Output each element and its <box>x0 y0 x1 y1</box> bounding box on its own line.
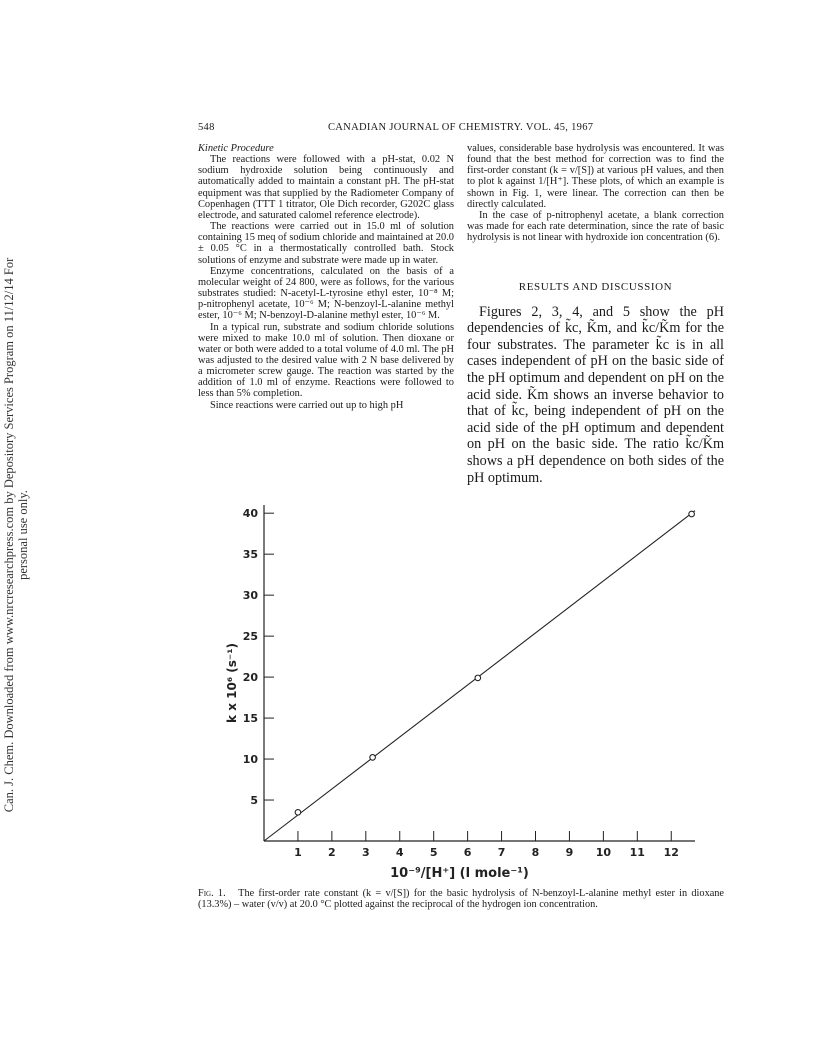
running-header <box>198 122 724 138</box>
journal-title: CANADIAN JOURNAL OF CHEMISTRY. VOL. 45, 1967 <box>328 122 594 133</box>
section-title: RESULTS AND DISCUSSION <box>518 281 673 294</box>
x-tick-label: 7 <box>497 846 506 859</box>
paragraph: The reactions were carried out in 15.0 ml of solution containing 15 meq of sodium chloride and maintained at 20.0 ± 0.05 °C in a thermostatically controlled bath. Stock solutions of enzyme and substrate were made up in water. <box>198 221 454 266</box>
download-notice-text: Can. J. Chem. Downloaded from www.nrcresearchpress.com by Depository Services Program on 11/12/14 For personal use only. <box>2 257 30 813</box>
caption-label: Fig. 1. <box>198 888 226 899</box>
data-point <box>689 511 695 517</box>
y-tick-label: 20 <box>242 671 258 685</box>
x-tick-label: 2 <box>328 846 336 859</box>
page-number: 548 <box>198 122 215 133</box>
x-tick-label: 10 <box>595 846 612 859</box>
y-tick-label: 5 <box>250 794 258 808</box>
figure-1 <box>210 495 730 885</box>
subsection-heading: Kinetic Procedure <box>198 143 274 154</box>
x-tick-label: 4 <box>395 846 404 859</box>
data-point <box>475 675 481 681</box>
figure-caption <box>198 888 724 911</box>
x-tick-label: 6 <box>463 846 472 859</box>
paragraph: In a typical run, substrate and sodium chloride solutions were mixed to make 10.0 ml of solution. Then dioxane or water or both were added to a total volume of 4.0 ml. The pH was adjusted to the desired value with 2 N base delivered by a micrometer screw gauge. The reaction was started by the addition of 1.0 ml of enzyme. Reactions were followed to less than 5% completion. <box>198 321 454 400</box>
x-tick-label: 3 <box>361 846 370 859</box>
x-tick-label: 11 <box>629 846 645 859</box>
x-tick-label: 5 <box>429 846 438 859</box>
y-tick-label: 10 <box>242 753 258 767</box>
y-tick-label: 30 <box>242 589 258 603</box>
right-column <box>467 143 724 486</box>
y-tick-label: 40 <box>242 507 258 521</box>
paragraph: Since reactions were carried out up to high pH <box>210 399 404 411</box>
rate-constant-chart <box>210 495 730 885</box>
paragraph: The reactions were followed with a pH-stat, 0.02 N sodium hydroxide solution being continuously and automatically added to maintain a constant pH. The pH-stat equipment was that supplied by the Radiometer Company of Copenhagen (TTT 1 titrator, Ole Dich recorder, G202C glass electrode, and saturated calomel reference electrode). <box>198 154 454 221</box>
y-tick-label: 35 <box>242 548 258 562</box>
results-paragraph: Figures 2, 3, 4, and 5 show the pH dependencies of k̃c, K̃m, and k̃c/K̃m for the four substrates. The parameter k̃c is in all cases independent of pH on the basic side of the pH optimum and dependent on pH on the acid side. K̃m shows an inverse behavior to that of k̃c, being independent of pH on the acid side of the pH optimum and dependent on pH on the basic side. The ratio k̃c/K̃m shows a pH dependence on both sides of the pH optimum. <box>467 303 724 486</box>
x-tick-label: 12 <box>663 846 679 859</box>
data-point <box>295 810 301 816</box>
x-tick-label: 8 <box>531 846 540 859</box>
paragraph: values, considerable base hydrolysis was encountered. It was found that the best method for correction was to find the first-order constant (k = v/[S]) at various pH values, and then to plot k against 1/[H⁺]. These plots, of which an example is shown in Fig. 1, were linear. The correction can then be directly calculated. <box>467 143 724 210</box>
y-tick-label: 25 <box>242 630 258 644</box>
paragraph: Enzyme concentrations, calculated on the basis of a molecular weight of 24 800, were as follows, for the various substrates studied: N-acetyl-L-tyrosine ethyl ester, 10⁻⁸ M; p-nitrophenyl acetate, 10⁻⁶ M; N-benzoyl-L-alanine methyl ester, 10⁻⁶ M; N-benzoyl-D-alanine methyl ester, 10⁻⁶ M. <box>198 265 454 322</box>
caption-text: The first-order rate constant (k = v/[S]) for the basic hydrolysis of N-benzoyl-L-alanine methyl ester in dioxane (13.3%) – water (v/v) at 20.0 °C plotted against the reciprocal of the hydrogen ion concentration. <box>198 888 725 911</box>
download-notice <box>2 240 42 830</box>
y-axis-label: k x 10⁶ (s⁻¹) <box>225 643 239 723</box>
x-axis-label: 10⁻⁹/[H⁺] (l mole⁻¹) <box>390 866 529 881</box>
paragraph: In the case of p-nitrophenyl acetate, a blank correction was made for each rate determination, since the rate of basic hydrolysis is not linear with hydroxide ion concentration (6). <box>467 209 724 244</box>
data-point <box>370 755 376 761</box>
x-tick-label: 1 <box>294 846 302 859</box>
x-tick-label: 9 <box>565 846 574 859</box>
left-column <box>198 143 454 411</box>
y-tick-label: 15 <box>242 712 258 726</box>
